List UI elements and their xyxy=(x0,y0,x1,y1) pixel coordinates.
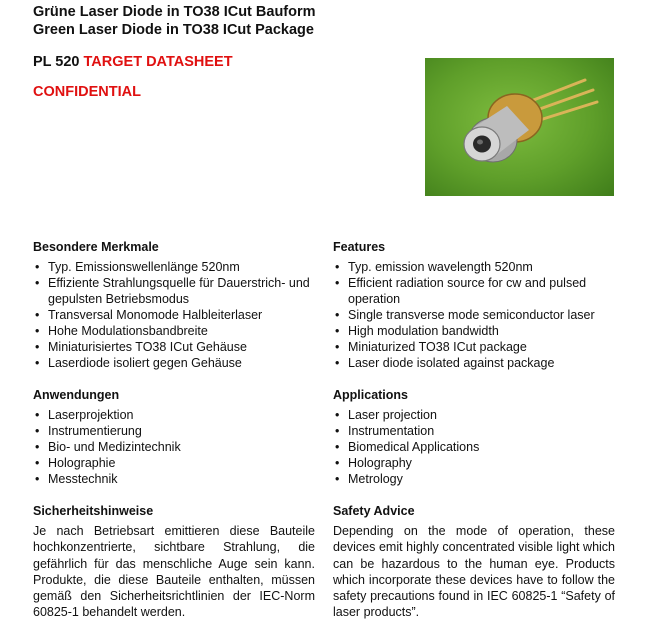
german-applications-heading: Anwendungen xyxy=(33,388,120,402)
list-item: • Laser diode isolated against package xyxy=(333,355,618,371)
title-english: Green Laser Diode in TO38 ICut Package xyxy=(33,22,314,38)
product-line xyxy=(33,54,233,70)
german-safety-text: Je nach Betriebsart emittieren diese Bauteile hochkonzentrierte, sichtbare Strahlung, die gefährlich für das menschliche Auge sein kann. Produkte, die diese Bauteile enthalten, müssen gemäß den Sicherheitsrichtlinien der IEC-Norm 60825-1 behandelt werden. xyxy=(33,524,315,620)
english-applications xyxy=(333,387,618,487)
list-item: • Bio- und Medizintechnik xyxy=(33,439,318,455)
list-item: • Typ. emission wavelength 520nm xyxy=(333,259,618,275)
english-safety xyxy=(333,503,615,621)
laser-diode-photo xyxy=(425,58,614,196)
product-code: PL 520 xyxy=(33,54,80,70)
list-item: • Metrology xyxy=(333,471,618,487)
list-item: • Transversal Monomode Halbleiterlaser xyxy=(33,307,318,323)
list-item: • Laser projection xyxy=(333,407,618,423)
list-item: • Biomedical Applications xyxy=(333,439,618,455)
diode-window xyxy=(473,136,491,153)
list-item: • Hohe Modulationsbandbreite xyxy=(33,323,318,339)
list-item: • Instrumentation xyxy=(333,423,618,439)
confidential-label: CONFIDENTIAL xyxy=(33,84,141,100)
list-item: • Efficient radiation source for cw and pulsed operation xyxy=(333,275,618,307)
laser-diode-illustration xyxy=(425,58,614,196)
list-item: • Miniaturisiertes TO38 ICut Gehäuse xyxy=(33,339,318,355)
list-item: • Holography xyxy=(333,455,618,471)
doc-type: TARGET DATASHEET xyxy=(83,54,233,70)
german-safety-heading: Sicherheitshinweise xyxy=(33,504,154,518)
list-item: • Effiziente Strahlungsquelle für Dauerstrich- und gepulsten Betriebsmodus xyxy=(33,275,318,307)
english-safety-text: Depending on the mode of operation, these devices emit highly concentrated visible light which can be hazardous to the human eye. Products which incorporate these devices have to follow the safety precautions found in IEC 60825-1 “Safety of laser products”. xyxy=(333,524,615,620)
german-applications xyxy=(33,387,318,487)
english-safety-heading: Safety Advice xyxy=(333,504,415,518)
list-item: • Single transverse mode semiconductor laser xyxy=(333,307,618,323)
list-item: • High modulation bandwidth xyxy=(333,323,618,339)
english-features-heading: Features xyxy=(333,240,386,254)
list-item: • Instrumentierung xyxy=(33,423,318,439)
list-item: • Typ. Emissionswellenlänge 520nm xyxy=(33,259,318,275)
title-german: Grüne Laser Diode in TO38 ICut Bauform xyxy=(33,4,316,20)
list-item: • Messtechnik xyxy=(33,471,318,487)
list-item: • Laserdiode isoliert gegen Gehäuse xyxy=(33,355,318,371)
english-applications-heading: Applications xyxy=(333,388,409,402)
list-item: • Miniaturized TO38 ICut package xyxy=(333,339,618,355)
english-features xyxy=(333,239,618,371)
german-safety xyxy=(33,503,315,621)
german-features-heading: Besondere Merkmale xyxy=(33,240,159,254)
list-item: • Laserprojektion xyxy=(33,407,318,423)
list-item: • Holographie xyxy=(33,455,318,471)
german-features xyxy=(33,239,318,371)
